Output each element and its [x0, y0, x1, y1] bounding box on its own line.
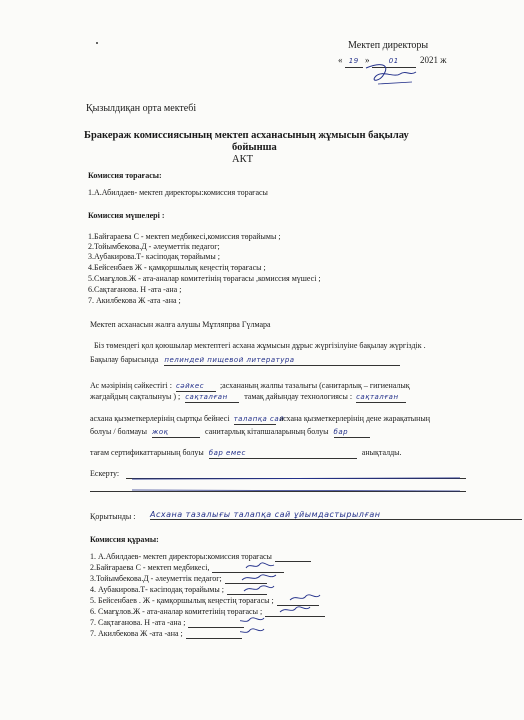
handwritten-technology: сақталған [356, 392, 406, 403]
school-name: Қызылдиқан орта мектебі [86, 103, 197, 114]
list-item: 7. Акилбекова Ж -ата -ана ; [90, 629, 242, 639]
approval-date: « 19 » 01 2021 ж [338, 55, 446, 68]
list-item: 3.Тойымбекова.Д - әлеуметтік педагог; [90, 574, 267, 584]
body-p3-line1: асхана қызметкерлерінің сыртқы бейнесі талапқа сай асхана қызметкерлерінің дене жарақатының [90, 414, 431, 423]
composition-label: Комиссия құрамы: [90, 535, 159, 544]
member-signatures [240, 560, 350, 640]
approval-day: 19 [345, 56, 363, 68]
body-p4-line: тағам сертификаттарының болуы бар емес анықталды. [90, 448, 402, 457]
handwritten-books: бар [334, 427, 370, 438]
list-item: 1. А.Абилдаев- мектеп директоры:комиссия торағасы [90, 552, 311, 562]
heading-line2: бойынша [232, 142, 277, 153]
list-item: 6. Смағұлов.Ж - ата-аналар комитетінің төрағасы ; [90, 607, 325, 617]
approval-month: 01 [372, 56, 416, 68]
list-item: 5. Бейсенбаев . Ж - қамқоршылық кеңестің төрағасы ; [90, 596, 319, 606]
handwritten-sanitary: сақталған [185, 392, 239, 403]
list-item: 2.Тойымбекова.Д - әлеуметтік педагог; [88, 242, 220, 251]
body-p2-line1: Ас мәзірінің сәйкестігі : сәйкес ;асхананың жалпы тазалығы (санитарлық – гигиеналық [90, 381, 410, 390]
remark-dash-stroke [130, 470, 466, 494]
handwritten-conclusion: Асхана тазалығы талапқа сай ұйымдастырылған [150, 510, 522, 520]
director-signature [360, 60, 420, 88]
list-item: 7. Акилбекова Ж -ата -ана ; [88, 296, 181, 305]
list-item: 7. Сақтағанова. Н -ата -ана ; [90, 618, 244, 628]
list-item: 2.Байғараева С - мектеп медбикесі, [90, 563, 284, 573]
body-p1b-line: Бақылау барысында пелиндей пищевой литература [90, 355, 400, 366]
heading-line1: Бракераж комиссиясының мектеп асханасының жұмысын бақылау [84, 130, 409, 141]
list-item: 4.Бейсенбаев Ж - қамқоршылық кеңестің төрағасы ; [88, 263, 266, 272]
stray-dot [96, 42, 98, 44]
list-item: 3.Аубакирова.Т- кәсіподақ төрайымы ; [88, 252, 220, 261]
remark-label: Ескерту: [90, 469, 120, 478]
list-item: 5.Смағұлов.Ж - ата-аналар комитетінің төрағасы ,комиссия мүшесі ; [88, 274, 321, 283]
chair-label: Комиссия торағасы: [88, 171, 162, 180]
approval-title: Мектеп директоры [348, 40, 429, 51]
conclusion-label: Қорытынды : [90, 512, 136, 521]
body-p2-line2: жағдайдың сақталынуы ) ; сақталған тамақ дайындау технологиясы : сақталған [90, 392, 406, 403]
body-p1a: Біз төмендегі қол қоюшылар мектептегі асхана жұмысын дұрыс жүргізілуіне бақылау жүргіздік . [94, 341, 426, 350]
handwritten-injury: жоқ [152, 427, 200, 438]
tenant-line: Мектеп асханасын жалға алушы Мұтляпрва Гүлмара [90, 320, 271, 329]
handwritten-finding: пелиндей пищевой литература [164, 355, 400, 366]
handwritten-menu: сәйкес [176, 381, 216, 392]
chair-value: 1.А.Абилдаев- мектеп директоры:комиссия торағасы [88, 188, 268, 197]
list-item: 4. Аубакирова.Т- кәсіподақ төрайымы ; [90, 585, 267, 595]
members-label: Комиссия мүшелері : [88, 211, 165, 220]
list-item: 1.Байғараева С - мектеп медбикесі,комиссия төрайымы ; [88, 232, 281, 241]
list-item: 6.Сақтағанова. Н -ата -ана ; [88, 285, 182, 294]
heading-act: АКТ [232, 154, 253, 165]
handwritten-certificates: бар емес [209, 448, 357, 459]
handwritten-appearance: талапқа сай [233, 415, 285, 423]
body-p3-line2: болуы / болмауы жоқ санитарлық кітапшаларының болуы бар [90, 427, 370, 438]
